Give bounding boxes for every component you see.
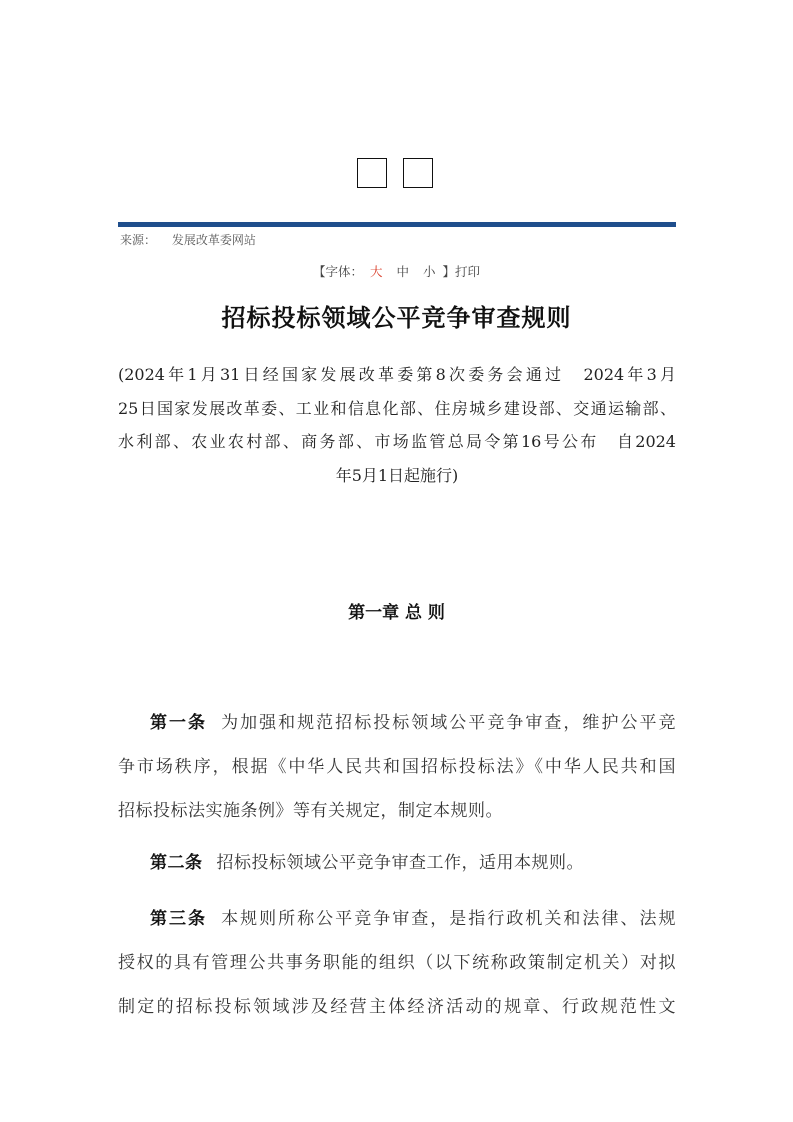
preamble-line: (2024年1月31日经国家发展改革委第8次委务会通过 2024年3月 [118,365,676,384]
article-text: 为加强和规范招标投标领域公平竞争审查，维护公平竞 [221,713,676,733]
header-placeholder-glyphs [357,158,433,188]
article-line: 争市场秩序，根据《中华人民共和国招标投标法》《中华人民共和国 [118,757,676,777]
article-number: 第二条 [150,853,203,873]
article-1 [118,701,676,833]
font-bar-close: 】 [442,264,456,279]
preamble-line: 年5月1日起施行) [335,465,459,485]
article-number: 第一条 [150,713,208,733]
preamble-line: 25日国家发展改革委、工业和信息化部、住房城乡建设部、交通运输部、 [118,398,676,418]
article-line: 招标投标法实施条例》等有关规定，制定本规则。 [118,801,503,821]
document-preamble [118,358,676,492]
article-line: 授权的具有管理公共事务职能的组织（以下统称政策制定机关）对拟 [118,953,676,973]
font-size-small-button[interactable]: 小 [423,264,436,279]
missing-glyph-box [357,158,387,188]
article-text: 招标投标领域公平竞争审查工作，适用本规则。 [216,853,584,873]
print-link[interactable]: 打印 [455,264,481,279]
header-rule [118,222,676,227]
preamble-line: 水利部、农业农村部、商务部、市场监管总局令第16号公布 自2024 [118,432,676,452]
article-line: 制定的招标投标领域涉及经营主体经济活动的规章、行政规范性文 [118,997,676,1017]
font-size-large-button[interactable]: 大 [369,264,383,279]
chapter-heading: 第一章 总 则 [348,603,445,623]
article-line [118,841,676,885]
article-number: 第三条 [150,909,208,929]
article-line [118,701,676,745]
article-2 [118,841,676,885]
article-line [118,897,676,941]
source-label: 来源： [120,233,157,247]
article-3 [118,897,676,1029]
article-text: 本规则所称公平竞争审查，是指行政机关和法律、法规 [221,909,676,929]
font-bar-open: 【字体： [312,264,363,279]
font-size-medium-button[interactable]: 中 [396,264,409,279]
document-title: 招标投标领域公平竞争审查规则 [221,304,572,332]
source-value: 发展改革委网站 [171,233,256,247]
font-size-bar [0,262,793,280]
missing-glyph-box [403,158,433,188]
source-line [120,231,256,248]
